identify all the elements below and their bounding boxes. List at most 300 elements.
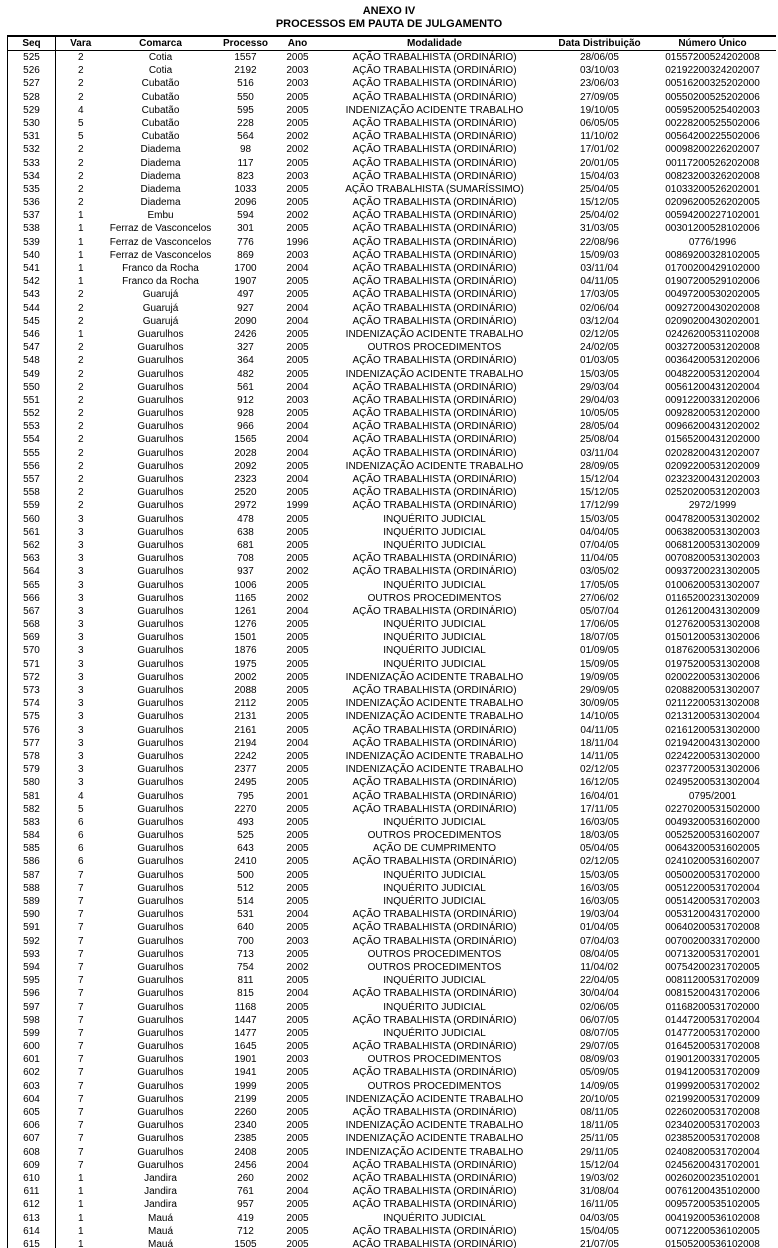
cell-data-distribuicao: 20/01/05 xyxy=(580,157,619,169)
cell-seq: 590 xyxy=(8,908,56,921)
cell-modalidade: INDENIZAÇÃO ACIDENTE TRABALHO xyxy=(345,1120,524,1132)
cell-vara: 2 xyxy=(77,157,84,169)
cell-data-distribuicao: 11/10/02 xyxy=(580,131,619,143)
cell-processo: 761 xyxy=(237,1186,254,1198)
cell-processo: 364 xyxy=(237,355,254,367)
cell-numero-unico: 01975200531302008 xyxy=(665,658,760,670)
cell-processo: 640 xyxy=(237,922,254,934)
cell-comarca: Diadema xyxy=(140,144,181,156)
cell-ano: 2005 xyxy=(286,1080,309,1092)
table-row xyxy=(8,855,776,868)
cell-seq: 533 xyxy=(8,157,56,170)
cell-numero-unico: 01901200331702005 xyxy=(665,1054,760,1066)
cell-processo: 1033 xyxy=(234,183,257,195)
table-row xyxy=(8,1080,776,1093)
cell-ano: 2005 xyxy=(286,882,309,894)
cell-processo: 713 xyxy=(237,948,254,960)
cell-ano: 2005 xyxy=(286,197,309,209)
cell-ano: 2002 xyxy=(286,592,309,604)
table-row xyxy=(8,222,776,235)
cell-data-distribuicao: 15/09/03 xyxy=(580,249,619,261)
cell-seq: 548 xyxy=(8,354,56,367)
cell-comarca: Guarulhos xyxy=(137,474,184,485)
cell-ano: 2004 xyxy=(286,381,309,393)
cell-numero-unico: 01999200531702002 xyxy=(665,1080,760,1092)
cell-seq: 581 xyxy=(8,790,56,803)
cell-numero-unico: 02192200324202007 xyxy=(665,65,760,77)
cell-vara: 7 xyxy=(77,909,84,921)
table-row xyxy=(8,1172,776,1185)
cell-seq: 611 xyxy=(8,1185,56,1198)
table-row xyxy=(8,236,776,249)
cell-seq: 613 xyxy=(8,1212,56,1225)
cell-comarca: Guarulhos xyxy=(137,408,184,420)
cell-vara: 3 xyxy=(77,619,84,631)
cell-ano: 2004 xyxy=(286,421,309,433)
cell-data-distribuicao: 17/06/05 xyxy=(580,619,619,631)
cell-vara: 1 xyxy=(77,328,84,340)
cell-modalidade: AÇÃO TRABALHISTA (ORDINÁRIO) xyxy=(352,289,517,301)
table-row xyxy=(8,143,776,156)
cell-comarca: Cubatão xyxy=(141,131,180,143)
cell-processo: 2161 xyxy=(234,724,257,736)
cell-ano: 2005 xyxy=(286,487,309,499)
cell-numero-unico: 00525200531602007 xyxy=(665,830,760,842)
cell-seq: 604 xyxy=(8,1093,56,1106)
cell-ano: 2005 xyxy=(286,671,309,683)
cell-ano: 2005 xyxy=(286,948,309,960)
cell-ano: 1996 xyxy=(286,236,309,248)
cell-vara: 1 xyxy=(77,1186,84,1198)
cell-data-distribuicao: 05/09/05 xyxy=(580,1067,619,1079)
cell-ano: 2005 xyxy=(286,1225,309,1237)
cell-numero-unico: 02340200531702003 xyxy=(665,1120,760,1132)
cell-seq: 542 xyxy=(8,275,56,288)
cell-numero-unico: 02161200531302000 xyxy=(665,724,760,736)
cell-comarca: Guarulhos xyxy=(137,777,184,789)
table-row xyxy=(8,499,776,512)
table-row xyxy=(8,130,776,143)
cell-numero-unico: 00957200535102005 xyxy=(665,1199,760,1211)
cell-vara: 2 xyxy=(77,302,84,314)
cell-processo: 525 xyxy=(237,830,254,842)
cell-numero-unico: 00364200531202006 xyxy=(665,355,760,367)
cell-seq: 614 xyxy=(8,1225,56,1238)
cell-comarca: Guarulhos xyxy=(137,869,184,881)
cell-processo: 681 xyxy=(237,539,254,551)
table-row xyxy=(8,433,776,446)
cell-ano: 2005 xyxy=(286,276,309,288)
cell-data-distribuicao: 03/05/02 xyxy=(580,566,619,578)
cell-ano: 2005 xyxy=(286,1093,309,1105)
cell-vara: 4 xyxy=(77,790,84,802)
cell-numero-unico: 0795/2001 xyxy=(688,790,737,802)
cell-numero-unico: 01033200526202001 xyxy=(665,183,760,195)
cell-numero-unico: 00561200431202004 xyxy=(665,381,760,393)
cell-modalidade: AÇÃO TRABALHISTA (ORDINÁRIO) xyxy=(352,1107,517,1118)
cell-seq: 575 xyxy=(8,710,56,723)
cell-seq: 566 xyxy=(8,592,56,605)
cell-data-distribuicao: 05/04/05 xyxy=(580,843,619,855)
table-row xyxy=(8,539,776,552)
table-row xyxy=(8,592,776,605)
cell-numero-unico: 00966200431202002 xyxy=(665,421,760,433)
cell-seq: 539 xyxy=(8,236,56,249)
cell-vara: 7 xyxy=(77,1093,84,1105)
cell-seq: 591 xyxy=(8,921,56,934)
cell-seq: 609 xyxy=(8,1159,56,1172)
cell-seq: 560 xyxy=(8,513,56,526)
cell-ano: 2005 xyxy=(286,645,309,657)
cell-processo: 478 xyxy=(237,513,254,525)
cell-processo: 595 xyxy=(237,104,254,116)
cell-data-distribuicao: 15/03/05 xyxy=(580,368,619,380)
cell-modalidade: INQUÉRITO JUDICIAL xyxy=(383,975,486,987)
cell-processo: 957 xyxy=(237,1199,254,1211)
cell-seq: 544 xyxy=(8,302,56,315)
cell-modalidade: OUTROS PROCEDIMENTOS xyxy=(367,961,502,973)
table-row xyxy=(8,1040,776,1053)
cell-numero-unico: 00927200430202008 xyxy=(665,302,760,314)
cell-comarca: Ferraz de Vasconcelos xyxy=(109,249,212,261)
cell-seq: 599 xyxy=(8,1027,56,1040)
table-row xyxy=(8,1001,776,1014)
cell-vara: 3 xyxy=(77,671,84,683)
cell-data-distribuicao: 16/03/05 xyxy=(580,882,619,894)
cell-seq: 607 xyxy=(8,1132,56,1145)
cell-data-distribuicao: 02/12/05 xyxy=(580,856,619,868)
cell-numero-unico: 01168200531702000 xyxy=(665,1001,760,1013)
cell-comarca: Ferraz de Vasconcelos xyxy=(109,236,212,248)
cell-seq: 605 xyxy=(8,1106,56,1119)
cell-seq: 550 xyxy=(8,381,56,394)
cell-numero-unico: 00712200536102005 xyxy=(665,1225,760,1237)
cell-data-distribuicao: 02/06/05 xyxy=(580,1001,619,1013)
cell-data-distribuicao: 23/06/03 xyxy=(580,78,619,90)
cell-vara: 3 xyxy=(77,566,84,578)
cell-seq: 571 xyxy=(8,658,56,671)
cell-comarca: Guarulhos xyxy=(137,882,184,894)
cell-comarca: Jandira xyxy=(144,1172,177,1184)
cell-modalidade: AÇÃO TRABALHISTA (ORDINÁRIO) xyxy=(352,988,517,1000)
cell-comarca: Guarulhos xyxy=(137,1001,184,1013)
cell-comarca: Guarulhos xyxy=(137,342,184,354)
cell-data-distribuicao: 24/02/05 xyxy=(580,342,619,354)
cell-modalidade: AÇÃO TRABALHISTA (ORDINÁRIO) xyxy=(352,1041,517,1053)
cell-data-distribuicao: 27/09/05 xyxy=(580,91,619,103)
table-row xyxy=(8,921,776,934)
cell-data-distribuicao: 31/08/04 xyxy=(580,1186,619,1198)
cell-comarca: Embu xyxy=(147,210,174,222)
cell-modalidade: AÇÃO TRABALHISTA (ORDINÁRIO) xyxy=(352,1238,517,1248)
cell-seq: 537 xyxy=(8,209,56,222)
cell-modalidade: INDENIZAÇÃO ACIDENTE TRABALHO xyxy=(345,460,524,472)
cell-processo: 482 xyxy=(237,368,254,380)
cell-vara: 2 xyxy=(77,421,84,433)
cell-data-distribuicao: 01/03/05 xyxy=(580,355,619,367)
cell-numero-unico: 01477200531702000 xyxy=(665,1027,760,1039)
cell-modalidade: INQUÉRITO JUDICIAL xyxy=(383,1212,486,1224)
cell-modalidade: INDENIZAÇÃO ACIDENTE TRABALHO xyxy=(345,671,524,683)
cell-seq: 559 xyxy=(8,499,56,512)
cell-processo: 2260 xyxy=(234,1107,257,1118)
table-row xyxy=(8,935,776,948)
cell-seq: 603 xyxy=(8,1080,56,1093)
cell-data-distribuicao: 29/07/05 xyxy=(580,1041,619,1053)
cell-comarca: Guarulhos xyxy=(137,816,184,828)
cell-ano: 2005 xyxy=(286,1212,309,1224)
cell-vara: 1 xyxy=(77,1172,84,1184)
cell-processo: 500 xyxy=(237,869,254,881)
cell-vara: 2 xyxy=(77,408,84,420)
cell-modalidade: AÇÃO TRABALHISTA (ORDINÁRIO) xyxy=(352,78,517,90)
cell-seq: 530 xyxy=(8,117,56,130)
cell-modalidade: AÇÃO TRABALHISTA (ORDINÁRIO) xyxy=(352,566,517,578)
cell-numero-unico: 00512200531702004 xyxy=(665,882,760,894)
cell-ano: 2004 xyxy=(286,302,309,314)
cell-comarca: Guarulhos xyxy=(137,711,184,723)
cell-seq: 546 xyxy=(8,328,56,341)
cell-numero-unico: 01447200531702004 xyxy=(665,1014,760,1026)
cell-comarca: Guarujá xyxy=(142,302,179,314)
cell-vara: 3 xyxy=(77,750,84,762)
cell-numero-unico: 02002200531302006 xyxy=(665,671,760,683)
cell-numero-unico: 02131200531302004 xyxy=(665,711,760,723)
table-row xyxy=(8,117,776,130)
cell-data-distribuicao: 10/05/05 xyxy=(580,408,619,420)
table-row xyxy=(8,209,776,222)
cell-comarca: Guarulhos xyxy=(137,421,184,433)
cell-comarca: Jandira xyxy=(144,1199,177,1211)
cell-vara: 2 xyxy=(77,65,84,77)
cell-data-distribuicao: 18/07/05 xyxy=(580,632,619,644)
cell-modalidade: AÇÃO TRABALHISTA (ORDINÁRIO) xyxy=(352,447,517,459)
cell-modalidade: AÇÃO TRABALHISTA (ORDINÁRIO) xyxy=(352,724,517,736)
cell-data-distribuicao: 19/03/02 xyxy=(580,1172,619,1184)
cell-ano: 2005 xyxy=(286,579,309,591)
cell-processo: 2092 xyxy=(234,460,257,472)
cell-modalidade: AÇÃO TRABALHISTA (ORDINÁRIO) xyxy=(352,276,517,288)
table-row xyxy=(8,341,776,354)
cell-modalidade: AÇÃO TRABALHISTA (ORDINÁRIO) xyxy=(352,355,517,367)
cell-data-distribuicao: 30/09/05 xyxy=(580,698,619,710)
cell-seq: 553 xyxy=(8,420,56,433)
cell-comarca: Guarulhos xyxy=(137,1093,184,1105)
cell-modalidade: INDENIZAÇÃO ACIDENTE TRABALHO xyxy=(345,1093,524,1105)
cell-numero-unico: 02410200531602007 xyxy=(665,856,760,868)
cell-seq: 615 xyxy=(8,1238,56,1248)
cell-comarca: Guarulhos xyxy=(137,935,184,947)
cell-processo: 327 xyxy=(237,342,254,354)
cell-comarca: Guarulhos xyxy=(137,447,184,459)
cell-ano: 2004 xyxy=(286,605,309,617)
cell-processo: 493 xyxy=(237,816,254,828)
cell-numero-unico: 02096200526202005 xyxy=(665,197,760,209)
cell-comarca: Guarulhos xyxy=(137,355,184,367)
cell-seq: 552 xyxy=(8,407,56,420)
cell-comarca: Guarulhos xyxy=(137,487,184,499)
cell-numero-unico: 02088200531302007 xyxy=(665,685,760,696)
cell-seq: 573 xyxy=(8,684,56,697)
column-header-data-distribuicao: Data Distribuição xyxy=(550,36,650,51)
cell-processo: 2090 xyxy=(234,315,257,327)
cell-numero-unico: 02090200430202001 xyxy=(665,315,760,327)
table-row xyxy=(8,407,776,420)
cell-processo: 2194 xyxy=(234,737,257,749)
table-row xyxy=(8,644,776,657)
table-row xyxy=(8,473,776,486)
column-header-ano: Ano xyxy=(276,36,320,51)
cell-modalidade: AÇÃO TRABALHISTA (ORDINÁRIO) xyxy=(352,1172,517,1184)
cell-comarca: Cubatão xyxy=(141,91,180,103)
cell-ano: 2004 xyxy=(286,447,309,459)
cell-vara: 1 xyxy=(77,1199,84,1211)
cell-data-distribuicao: 28/06/05 xyxy=(580,52,619,63)
cell-numero-unico: 02194200431302000 xyxy=(665,737,760,749)
cell-modalidade: AÇÃO TRABALHISTA (ORDINÁRIO) xyxy=(352,790,517,802)
cell-numero-unico: 00640200531702008 xyxy=(665,922,760,934)
cell-data-distribuicao: 16/03/05 xyxy=(580,816,619,828)
cell-ano: 2003 xyxy=(286,65,309,77)
cell-processo: 2377 xyxy=(234,764,257,776)
cell-ano: 2005 xyxy=(286,104,309,116)
cell-data-distribuicao: 15/04/05 xyxy=(580,1225,619,1237)
cell-ano: 2005 xyxy=(286,91,309,103)
cell-seq: 541 xyxy=(8,262,56,275)
cell-modalidade: AÇÃO TRABALHISTA (ORDINÁRIO) xyxy=(352,144,517,156)
cell-numero-unico: 00301200528102006 xyxy=(665,223,760,235)
cell-data-distribuicao: 15/04/03 xyxy=(580,170,619,182)
cell-comarca: Guarulhos xyxy=(137,1120,184,1132)
cell-vara: 2 xyxy=(77,368,84,380)
cell-processo: 1261 xyxy=(234,605,257,617)
cell-modalidade: INQUÉRITO JUDICIAL xyxy=(383,579,486,591)
cell-processo: 228 xyxy=(237,117,254,129)
cell-data-distribuicao: 16/12/05 xyxy=(580,777,619,789)
cell-ano: 2005 xyxy=(286,513,309,525)
table-row xyxy=(8,1185,776,1198)
cell-numero-unico: 01876200531302006 xyxy=(665,645,760,657)
cell-vara: 3 xyxy=(77,645,84,657)
cell-numero-unico: 02199200531702009 xyxy=(665,1093,760,1105)
cell-vara: 2 xyxy=(77,289,84,301)
cell-modalidade: INQUÉRITO JUDICIAL xyxy=(383,882,486,894)
cell-modalidade: INQUÉRITO JUDICIAL xyxy=(383,619,486,631)
cell-processo: 776 xyxy=(237,236,254,248)
table-row xyxy=(8,882,776,895)
cell-modalidade: AÇÃO TRABALHISTA (ORDINÁRIO) xyxy=(352,1014,517,1026)
cell-ano: 2002 xyxy=(286,566,309,578)
table-row xyxy=(8,1106,776,1119)
cell-data-distribuicao: 08/09/03 xyxy=(580,1054,619,1066)
cell-ano: 2005 xyxy=(286,368,309,380)
cell-comarca: Cubatão xyxy=(141,117,180,129)
cell-seq: 592 xyxy=(8,935,56,948)
cell-vara: 2 xyxy=(77,434,84,446)
cell-vara: 3 xyxy=(77,658,84,670)
cell-comarca: Guarulhos xyxy=(137,830,184,842)
cell-ano: 2002 xyxy=(286,144,309,156)
cell-seq: 554 xyxy=(8,433,56,446)
cell-modalidade: INQUÉRITO JUDICIAL xyxy=(383,513,486,525)
cell-data-distribuicao: 16/11/05 xyxy=(580,1199,619,1211)
cell-modalidade: INQUÉRITO JUDICIAL xyxy=(383,816,486,828)
cell-comarca: Guarulhos xyxy=(137,592,184,604)
cell-processo: 2088 xyxy=(234,685,257,696)
cell-processo: 550 xyxy=(237,91,254,103)
cell-seq: 568 xyxy=(8,618,56,631)
table-row xyxy=(8,1159,776,1172)
cell-numero-unico: 01505200536102008 xyxy=(665,1238,760,1248)
table-row xyxy=(8,908,776,921)
cell-ano: 2004 xyxy=(286,1159,309,1171)
cell-seq: 525 xyxy=(8,51,56,65)
cell-comarca: Guarulhos xyxy=(137,619,184,631)
cell-ano: 2003 xyxy=(286,1054,309,1066)
cell-data-distribuicao: 28/05/04 xyxy=(580,421,619,433)
cell-processo: 2456 xyxy=(234,1159,257,1171)
cell-seq: 589 xyxy=(8,895,56,908)
cell-modalidade: INQUÉRITO JUDICIAL xyxy=(383,1001,486,1013)
cell-numero-unico: 02242200531302000 xyxy=(665,750,760,762)
cell-seq: 572 xyxy=(8,671,56,684)
cell-seq: 600 xyxy=(8,1040,56,1053)
cell-seq: 558 xyxy=(8,486,56,499)
table-row xyxy=(8,328,776,341)
table-row xyxy=(8,249,776,262)
cell-modalidade: AÇÃO TRABALHISTA (ORDINÁRIO) xyxy=(352,263,517,274)
cell-vara: 1 xyxy=(77,1212,84,1224)
cell-processo: 1501 xyxy=(234,632,257,644)
cell-processo: 927 xyxy=(237,302,254,314)
cell-vara: 7 xyxy=(77,988,84,1000)
cell-vara: 4 xyxy=(77,104,84,116)
cell-processo: 2131 xyxy=(234,711,257,723)
cell-vara: 1 xyxy=(77,223,84,235)
cell-ano: 2005 xyxy=(286,975,309,987)
cell-numero-unico: 00912200331202006 xyxy=(665,394,760,406)
cell-vara: 7 xyxy=(77,1014,84,1026)
cell-modalidade: AÇÃO TRABALHISTA (SUMARÍSSIMO) xyxy=(345,183,524,195)
cell-comarca: Guarulhos xyxy=(137,1146,184,1158)
cell-data-distribuicao: 18/11/04 xyxy=(580,737,619,749)
cell-numero-unico: 01645200531702008 xyxy=(665,1041,760,1053)
cell-modalidade: INQUÉRITO JUDICIAL xyxy=(383,526,486,538)
table-row xyxy=(8,275,776,288)
cell-numero-unico: 02408200531702004 xyxy=(665,1146,760,1158)
cell-modalidade: AÇÃO TRABALHISTA (ORDINÁRIO) xyxy=(352,197,517,209)
cell-modalidade: AÇÃO TRABALHISTA (ORDINÁRIO) xyxy=(352,117,517,129)
cell-vara: 1 xyxy=(77,249,84,261)
cell-vara: 2 xyxy=(77,78,84,90)
cell-ano: 2005 xyxy=(286,553,309,565)
cell-modalidade: INDENIZAÇÃO ACIDENTE TRABALHO xyxy=(345,328,524,340)
cell-seq: 551 xyxy=(8,394,56,407)
cell-modalidade: AÇÃO TRABALHISTA (ORDINÁRIO) xyxy=(352,65,517,77)
table-row xyxy=(8,486,776,499)
table-row xyxy=(8,658,776,671)
cell-data-distribuicao: 27/06/02 xyxy=(580,592,619,604)
cell-data-distribuicao: 18/11/05 xyxy=(580,1120,619,1132)
cell-seq: 547 xyxy=(8,341,56,354)
table-row xyxy=(8,1212,776,1225)
cell-ano: 2005 xyxy=(286,223,309,235)
cell-comarca: Guarulhos xyxy=(137,632,184,644)
cell-ano: 2002 xyxy=(286,961,309,973)
cell-numero-unico: 01261200431302009 xyxy=(665,605,760,617)
cell-numero-unico: 00681200531302009 xyxy=(665,539,760,551)
cell-comarca: Guarulhos xyxy=(137,856,184,868)
